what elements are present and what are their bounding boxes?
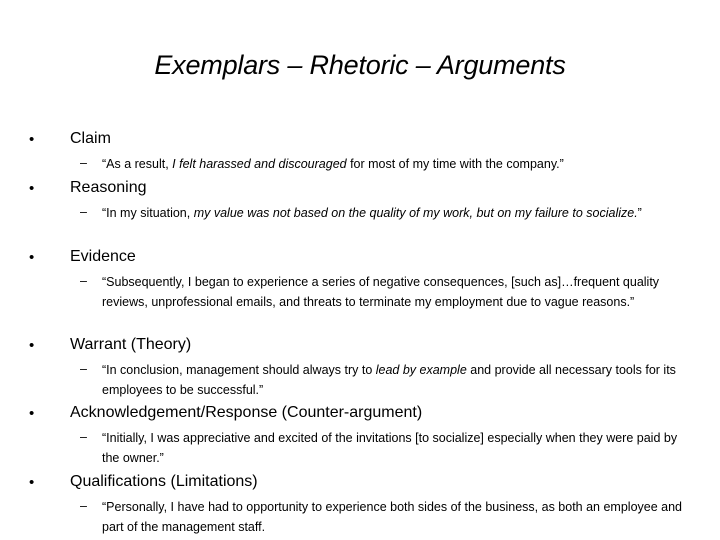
slide-title: Exemplars – Rhetoric – Arguments — [154, 50, 566, 80]
quote-text: “As a result, — [102, 157, 173, 171]
bullet-icon: • — [29, 474, 35, 491]
quote-text: ” — [637, 206, 642, 220]
point-label: Acknowledgement/Response (Counter-argument) — [70, 404, 423, 421]
point-label: Claim — [70, 130, 111, 147]
sub-text — [102, 361, 682, 400]
bullet-icon: • — [29, 131, 35, 148]
quote-text: “In my situation, — [102, 206, 194, 220]
sub-text — [102, 498, 682, 537]
quote-text: and provide all necessary tools for its employees to be successful.” — [102, 363, 676, 397]
bullet-icon: • — [29, 249, 35, 266]
dash-marker: – — [80, 499, 87, 513]
emphasized-text: my value was not based on the quality of my work, but on my failure to socialize. — [193, 206, 638, 220]
quote-text: “Subsequently, I began to experience a series of negative consequences, [such as]…frequent quality reviews, unprofessional emails, and threats to terminate my employment due to vague reasons.” — [102, 275, 660, 309]
dash-marker: – — [80, 274, 87, 288]
dash-marker: – — [80, 362, 87, 376]
dash-marker: – — [80, 430, 87, 444]
bullet-icon: • — [29, 405, 35, 422]
point-label: Evidence — [70, 248, 136, 265]
point-label: Warrant (Theory) — [70, 336, 192, 353]
quote-text: “In conclusion, management should always try to — [102, 363, 376, 377]
sub-text — [102, 155, 682, 175]
point-label: Reasoning — [70, 179, 147, 196]
bullet-icon: • — [29, 337, 35, 354]
sub-text — [102, 273, 682, 312]
point-label: Qualifications (Limitations) — [70, 473, 258, 490]
dash-marker: – — [80, 156, 87, 170]
dash-marker: – — [80, 205, 87, 219]
bullet-icon: • — [29, 180, 35, 197]
quote-text: “Personally, I have had to opportunity to experience both sides of the business, as both an employee and part of the management staff. — [102, 500, 682, 534]
sub-text — [102, 429, 682, 468]
quote-text: for most of my time with the company.” — [346, 157, 564, 171]
quote-text: “Initially, I was appreciative and excited of the invitations [to socialize] especially when they were paid by the owner.” — [102, 431, 678, 465]
emphasized-text: lead by example — [375, 363, 467, 377]
emphasized-text: I felt harassed and discouraged — [172, 157, 347, 171]
sub-text — [102, 204, 682, 224]
